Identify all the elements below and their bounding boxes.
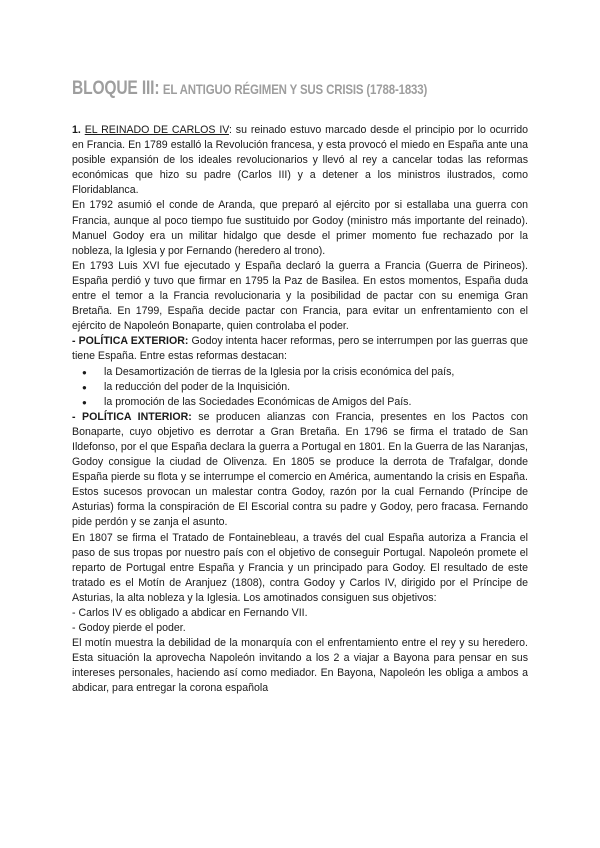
paragraph-motin: El motín muestra la debilidad de la monarquía con el enfrentamiento entre el rey y su heredero. Esta situación la aprovecha Napoleón invitando a los 2 a viajar a Bayona para pensar en sus intereses personales, haciendo así como mediador. En Bayona, Napoleón les obliga a ambos a abdicar, para entregar la corona española: [72, 637, 528, 695]
title-bloque: BLOQUE III:: [72, 78, 160, 99]
section-1-intro: [72, 123, 528, 198]
paragraph-1793: En 1793 Luis XVI fue ejecutado y España declaró la guerra a Francia (Guerra de Pirineos). España perdió y tuvo que firmar en 1795 la Paz de Basilea. En estos momentos, España duda entre el temor a la Francia revolucionaria y la posibilidad de pactar con su enemiga Gran Bretaña. En 1799, España decide pactar con Francia, para evitar un enfrentamiento con el ejército de Napoleón Bonaparte, quien controlaba el poder.: [72, 259, 528, 333]
politica-exterior-text: Godoy intenta hacer reformas, pero se interrumpen por las guerras que tiene España. Entre estas reformas destacan:: [72, 335, 528, 363]
document-body: [72, 123, 528, 697]
list-item: ● la promoción de las Sociedades Económicas de Amigos del País.: [82, 395, 528, 410]
politica-exterior-label: - POLÍTICA EXTERIOR:: [72, 335, 189, 348]
politica-interior-label: - POLÍTICA INTERIOR:: [72, 410, 192, 423]
politica-interior-paragraph: [72, 410, 528, 531]
page-title: [72, 78, 446, 101]
list-item: ● la reducción del poder de la Inquisición.: [82, 380, 528, 395]
section-number: 1.: [72, 124, 81, 136]
section-intro-text: : su reinado estuvo marcado desde el principio por lo ocurrido en Francia. En 1789 estalló la Revolución francesa, y esta provocó el miedo en España ante una posible expansión de los ideales revolucionarios y llevó al rey a cancelar todas las reformas económicas que hizo su padre (Carlos III) y a detener a los ministros ilustrados, como Floridablanca.: [72, 124, 528, 197]
politica-interior-text: se producen alianzas con Francia, presentes en los Pactos con Bonaparte, cuyo objetivo es derrotar a Gran Bretaña. En 1796 se firma el tratado de San Ildefonso, por el que España declara la guerra a Portugal en 1801. En la Guerra de las Naranjas, Godoy consigue la ciudad de Olivenza. En 1805 se produce la derrota de Trafalgar, donde España pierde su flota y se interrumpe el comercio en América, aumentando la crisis en España. Estos sucesos provocan un malestar contra Godoy, razón por la cual Fernando (Príncipe de Asturias) forma la conspiración de El Escorial contra su padre y Godoy, pero fracasa. Fernando pide perdón y se zanja el asunto.: [72, 410, 528, 529]
document-page: [72, 78, 528, 697]
title-subtitle: EL ANTIGUO RÉGIMEN Y SUS CRISIS (1788-1833): [162, 81, 428, 97]
objetivo-item: - Godoy pierde el poder.: [72, 622, 186, 635]
paragraph-1792: En 1792 asumió el conde de Aranda, que preparó al ejército por si estallaba una guerra con Francia, aunque al poco tiempo fue sustituido por Godoy (ministro más importante del reinado). Manuel Godoy era un militar hidalgo que desde el primer momento fue rechazado por la nobleza, la Iglesia y por Fernando (heredero al trono).: [72, 199, 528, 257]
paragraph-1807: En 1807 se firma el Tratado de Fontainebleau, a través del cual España autoriza a Francia el paso de sus tropas por nuestro país con el objetivo de conseguir Portugal. Napoleón promete el reparto de Portugal entre España y Francia y un principado para Godoy. El resultado de este tratado es el Motín de Aranjuez (1808), contra Godoy y Carlos IV, dirigido por el Príncipe de Asturias, la alta nobleza y la Iglesia. Los amotinados consiguen sus objetivos:: [72, 531, 528, 604]
section-heading: EL REINADO DE CARLOS IV: [84, 124, 229, 136]
list-item: ● la Desamortización de tierras de la Iglesia por la crisis económica del país,: [82, 365, 528, 380]
objetivo-item: - Carlos IV es obligado a abdicar en Fernando VII.: [72, 607, 308, 619]
politica-exterior-paragraph: [72, 334, 528, 364]
reformas-list: [72, 365, 528, 410]
